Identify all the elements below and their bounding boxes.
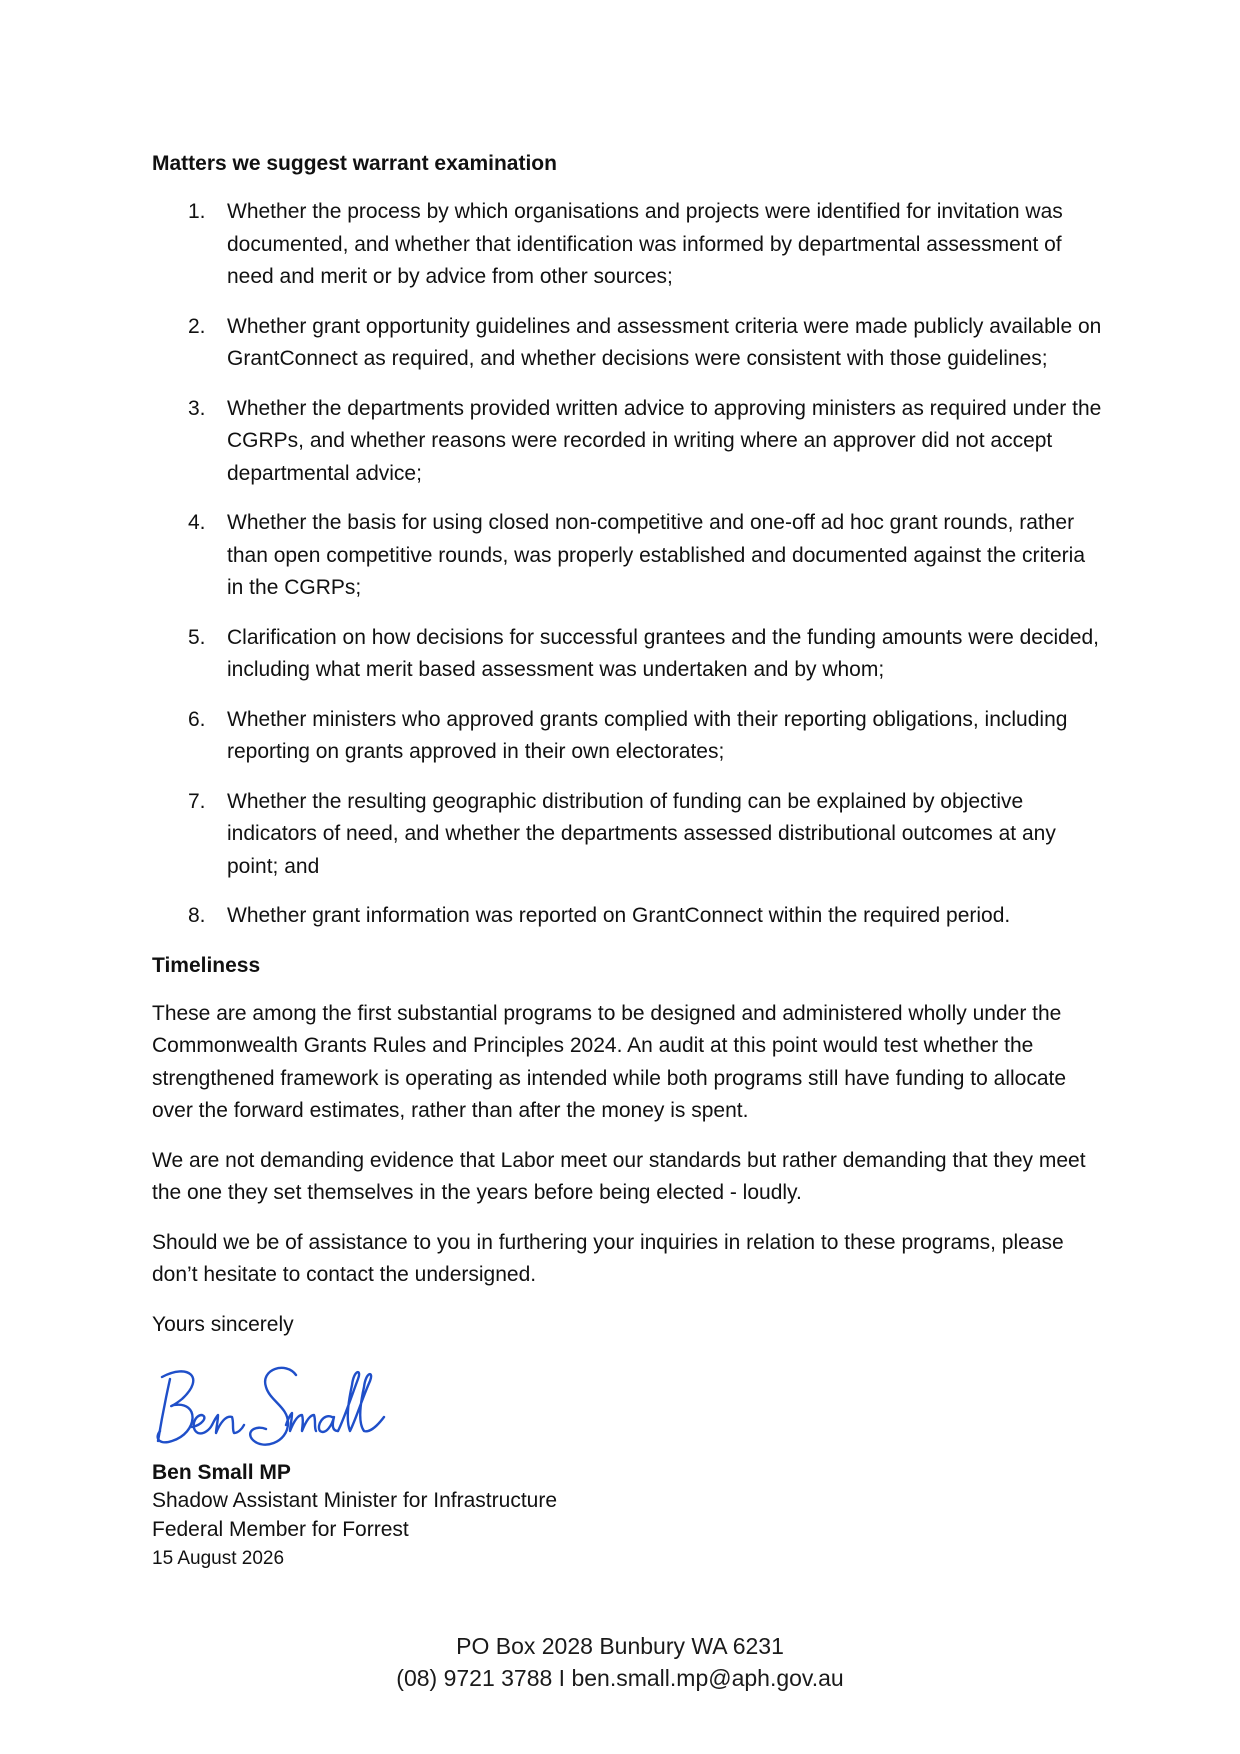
list-item-text: Whether ministers who approved grants complied with their reporting obligations, including reporting on grants approved in their own electorates; bbox=[227, 707, 1068, 763]
signature-block bbox=[152, 1459, 1102, 1575]
list-item bbox=[152, 393, 1102, 491]
matters-list bbox=[152, 196, 1102, 933]
handwritten-signature bbox=[148, 1355, 398, 1455]
list-item-number: 1. bbox=[188, 200, 206, 223]
list-item-text: Whether the resulting geographic distribution of funding can be explained by objective indicators of need, and whether the departments assessed distributional outcomes at any point; and bbox=[227, 789, 1056, 878]
list-item bbox=[152, 786, 1102, 884]
matters-heading: Matters we suggest warrant examination bbox=[152, 152, 557, 175]
list-item-text: Clarification on how decisions for successful grantees and the funding amounts were decided, including what merit based assessment was undertaken and by whom; bbox=[227, 625, 1100, 681]
list-item-number: 6. bbox=[188, 707, 206, 731]
salutation: Yours sincerely bbox=[152, 1312, 294, 1336]
signatory-title: Shadow Assistant Minister for Infrastructure bbox=[152, 1489, 557, 1512]
list-item-number: 8. bbox=[188, 904, 206, 927]
list-item-text: Whether grant information was reported on GrantConnect within the required period. bbox=[227, 904, 1011, 927]
assistance-paragraph: Should we be of assistance to you in furthering your inquiries in relation to these programs, please don’t hesitate to contact the undersigned. bbox=[152, 1230, 1064, 1286]
list-item-number: 2. bbox=[188, 314, 206, 338]
signatory-role: Federal Member for Forrest bbox=[152, 1517, 409, 1541]
list-item-number: 3. bbox=[188, 396, 206, 420]
list-item-text: Whether the departments provided written advice to approving ministers as required under the CGRPs, and whether reasons were recorded in writing where an approver did not accept departmental advice; bbox=[227, 396, 1102, 485]
list-item-text: Whether the process by which organisations and projects were identified for invitation was documented, and whether that identification was informed by departmental assessment of need and merit or by advice from other sources; bbox=[227, 200, 1063, 288]
letter-page bbox=[152, 148, 1102, 1574]
letter-footer bbox=[0, 1630, 1240, 1694]
list-item-number: 5. bbox=[188, 625, 206, 649]
list-item bbox=[152, 622, 1102, 687]
list-item-number: 4. bbox=[188, 511, 206, 534]
timeliness-heading: Timeliness bbox=[152, 953, 261, 977]
standards-paragraph: We are not demanding evidence that Labor meet our standards but rather demanding that they meet the one they set themselves in the years before being elected - loudly. bbox=[152, 1148, 1086, 1204]
list-item-text: Whether grant opportunity guidelines and assessment criteria were made publicly available on GrantConnect as required, and whether decisions were consistent with those guidelines; bbox=[227, 314, 1102, 370]
list-item bbox=[152, 900, 1102, 933]
timeliness-paragraph: These are among the first substantial programs to be designed and administered wholly under the Commonwealth Grants Rules and Principles 2024. An audit at this point would test whether the strengthened framework is operating as intended while both programs still have funding to allocate over the forward estimates, rather than after the money is spent. bbox=[152, 1001, 1067, 1122]
letter-date: 15 August 2026 bbox=[152, 1548, 285, 1569]
footer-contact: (08) 9721 3788 I ben.small.mp@aph.gov.au bbox=[396, 1665, 844, 1691]
list-item-number: 7. bbox=[188, 789, 206, 813]
list-item bbox=[152, 196, 1102, 294]
footer-address: PO Box 2028 Bunbury WA 6231 bbox=[456, 1633, 784, 1659]
list-item bbox=[152, 507, 1102, 605]
list-item bbox=[152, 311, 1102, 376]
signatory-name: Ben Small MP bbox=[152, 1460, 291, 1484]
list-item bbox=[152, 704, 1102, 769]
list-item-text: Whether the basis for using closed non-competitive and one-off ad hoc grant rounds, rather than open competitive rounds, was properly established and documented against the criteria in the CGRPs; bbox=[227, 511, 1086, 599]
